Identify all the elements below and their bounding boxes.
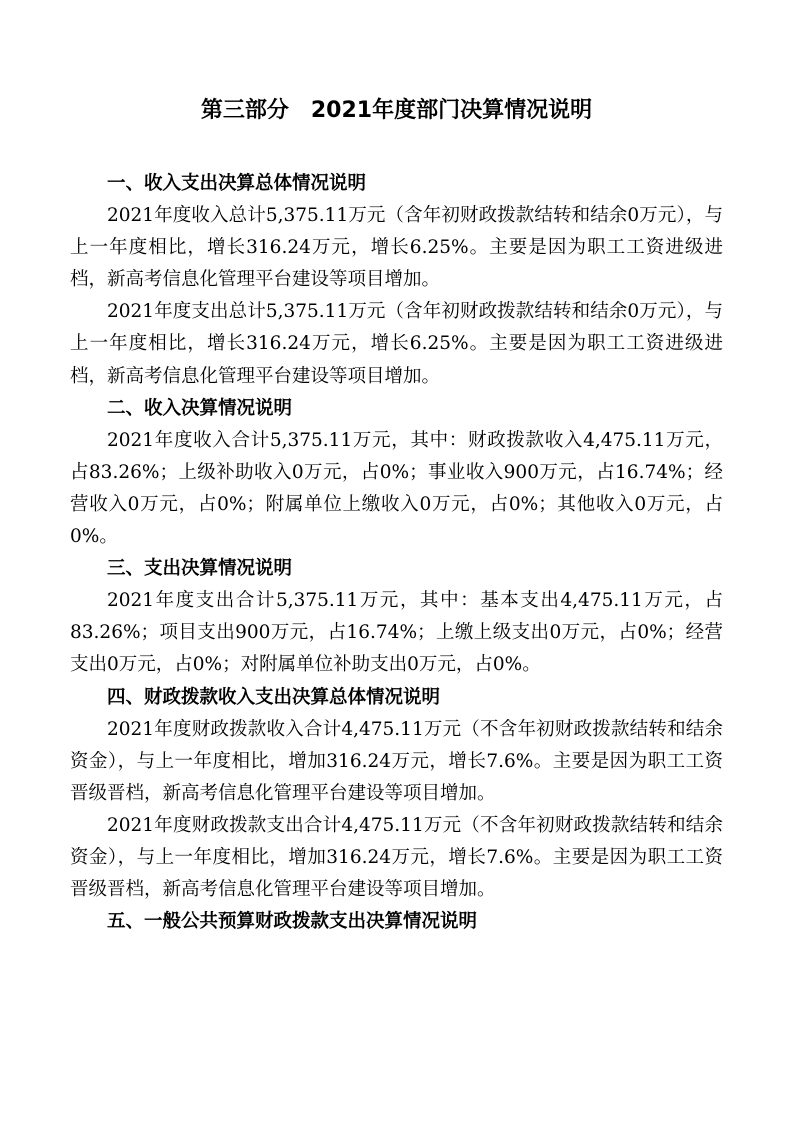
section-heading: 四、财政拨款收入支出决算总体情况说明 [107,686,441,708]
document-body [70,168,723,938]
paragraph: 2021年度支出总计5,375.11万元（含年初财政拨款结转和结余0万元），与上一年度相比，增长316.24万元，增长6.25%。主要是因为职工工资进级进档，新高考信息化管理平台建设等项目增加。 [70,301,723,387]
section-heading: 三、支出决算情况说明 [107,558,293,580]
section-heading: 一、收入支出决算总体情况说明 [107,173,367,194]
paragraph: 2021年度支出合计5,375.11万元，其中：基本支出4,475.11万元，占83.26%；项目支出900万元，占16.74%；上缴上级支出0万元，占0%；经营支出0万元，占0%；对附属单位补助支出0万元，占0%。 [70,590,723,676]
section-heading: 二、收入决算情况说明 [107,397,293,419]
paragraph: 2021年度收入总计5,375.11万元（含年初财政拨款结转和结余0万元），与上一年度相比，增长316.24万元，增长6.25%。主要是因为职工工资进级进档，新高考信息化管理平台建设等项目增加。 [70,205,723,291]
paragraph: 2021年度收入合计5,375.11万元，其中：财政拨款收入4,475.11万元，占83.26%；上级补助收入0万元，占0%；事业收入900万元，占16.74%；经营收入0万元，占0%；附属单位上缴收入0万元，占0%；其他收入0万元，占0%。 [70,429,723,548]
page-title: 第三部分 2021年度部门决算情况说明 [200,98,593,123]
paragraph: 2021年度财政拨款收入合计4,475.11万元（不含年初财政拨款结转和结余资金），与上一年度相比，增加316.24万元，增长7.6%。主要是因为职工工资晋级晋档，新高考信息化管理平台建设等项目增加。 [70,718,723,804]
paragraph: 2021年度财政拨款支出合计4,475.11万元（不含年初财政拨款结转和结余资金），与上一年度相比，增加316.24万元，增长7.6%。主要是因为职工工资晋级晋档，新高考信息化管理平台建设等项目增加。 [70,814,723,901]
section-heading: 五、一般公共预算财政拨款支出决算情况说明 [107,911,478,933]
